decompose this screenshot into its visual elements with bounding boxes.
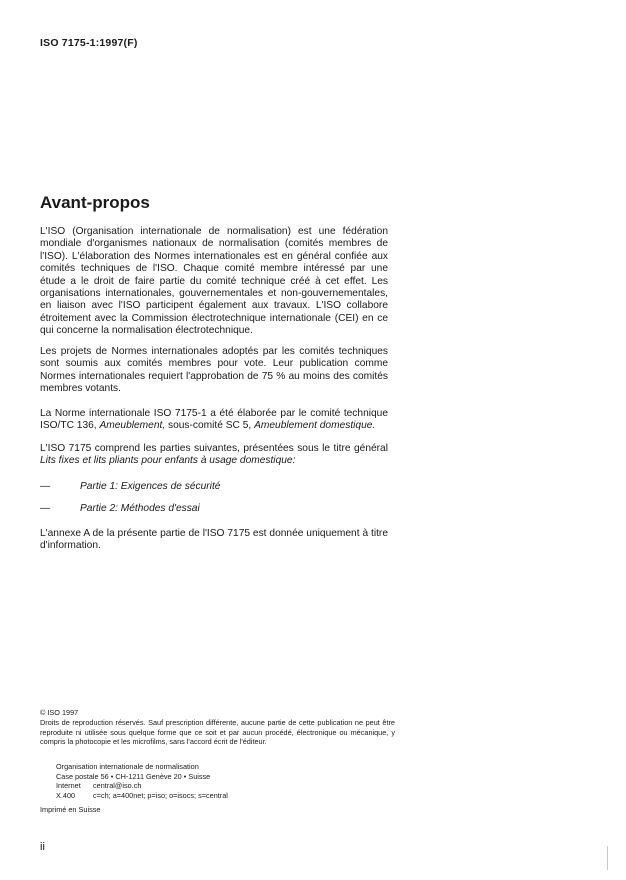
publisher-address xyxy=(56,762,228,800)
list-dash: — xyxy=(40,481,51,492)
page-number: ii xyxy=(40,841,45,853)
paragraph-committee xyxy=(40,408,388,433)
org-name: Organisation internationale de normalisation xyxy=(56,762,199,771)
postal-address: Case postale 56 • CH-1211 Genève 20 • Suisse xyxy=(56,771,211,781)
list-dash: — xyxy=(40,503,51,514)
paragraph-text: L'ISO (Organisation internationale de normalisation) est une fédération mondiale d'organismes nationaux de normalisation (comités membres de l'ISO). L'élaboration des Normes internationales est en général confiée aux comités techniques de l'ISO. Chaque comité membre intéressé par une étude a le droit de faire partie du comité technique créé à cet effet. Les organisations internationales, gouvernementales et non-gouvernementales, en liaison avec l'ISO participent également aux travaux. L'ISO collabore étroitement avec la Commission électrotechnique internationale (CEI) en ce qui concerne la normalisation électrotechnique. xyxy=(40,226,388,337)
list-item-part-2 xyxy=(40,503,200,515)
scan-edge-mark xyxy=(607,846,608,870)
internet-label: Internet xyxy=(56,781,81,790)
printed-in: Imprimé en Suisse xyxy=(40,805,101,814)
text-run-italic: Ameublement, xyxy=(99,420,166,432)
text-run: sous-comité SC 5, xyxy=(168,420,252,432)
paragraph-text xyxy=(40,443,388,468)
text-run-italic: Lits fixes et lits pliants pour enfants à usage domestique: xyxy=(40,455,296,467)
internet-row xyxy=(56,781,228,791)
internet-value: central@iso.ch xyxy=(93,781,142,790)
paragraph-annex xyxy=(40,528,388,553)
list-item-label: Partie 2: Méthodes d'essai xyxy=(80,503,200,514)
list-item-label: Partie 1: Exigences de sécurité xyxy=(80,481,221,492)
paragraph-text xyxy=(40,408,388,433)
text-run-italic: Ameublement domestique. xyxy=(254,420,376,432)
copyright-line: © ISO 1997 xyxy=(40,708,79,717)
section-title: Avant-propos xyxy=(40,193,150,212)
text-run: L'ISO 7175 comprend les parties suivantes, présentées sous le titre général xyxy=(40,443,388,454)
x400-row xyxy=(56,791,228,801)
paragraph-iso-intro xyxy=(40,226,388,338)
x400-label: X.400 xyxy=(56,790,76,800)
paragraph-text: L'annexe A de la présente partie de l'ISO 7175 est donnée uniquement à titre d'information. xyxy=(40,528,388,552)
paragraph-voting xyxy=(40,346,388,396)
x400-value: c=ch; a=400net; p=iso; o=isocs; s=central xyxy=(93,790,228,800)
document-id: ISO 7175-1:1997(F) xyxy=(40,37,138,49)
text-run: La Norme internationale ISO 7175-1 a été élaborée par le comité technique ISO/TC 136, xyxy=(40,408,388,432)
paragraph-text: Les projets de Normes internationales adoptés par les comités techniques sont soumis aux comités membres pour vote. Leur publication comme Normes internationales requiert l'approbation de 75 % au moins des comités membres votants. xyxy=(40,346,388,395)
list-item-part-1 xyxy=(40,481,220,493)
rights-notice: Droits de reproduction réservés. Sauf prescription différente, aucune partie de cette publication ne peut être reproduite ni utilisée sous quelque forme que ce soit et par aucun procédé, électronique ou mécanique, y compris la photocopie et les microfilms, sans l'accord écrit de l'éditeur. xyxy=(40,718,395,747)
paragraph-parts-intro xyxy=(40,443,388,468)
